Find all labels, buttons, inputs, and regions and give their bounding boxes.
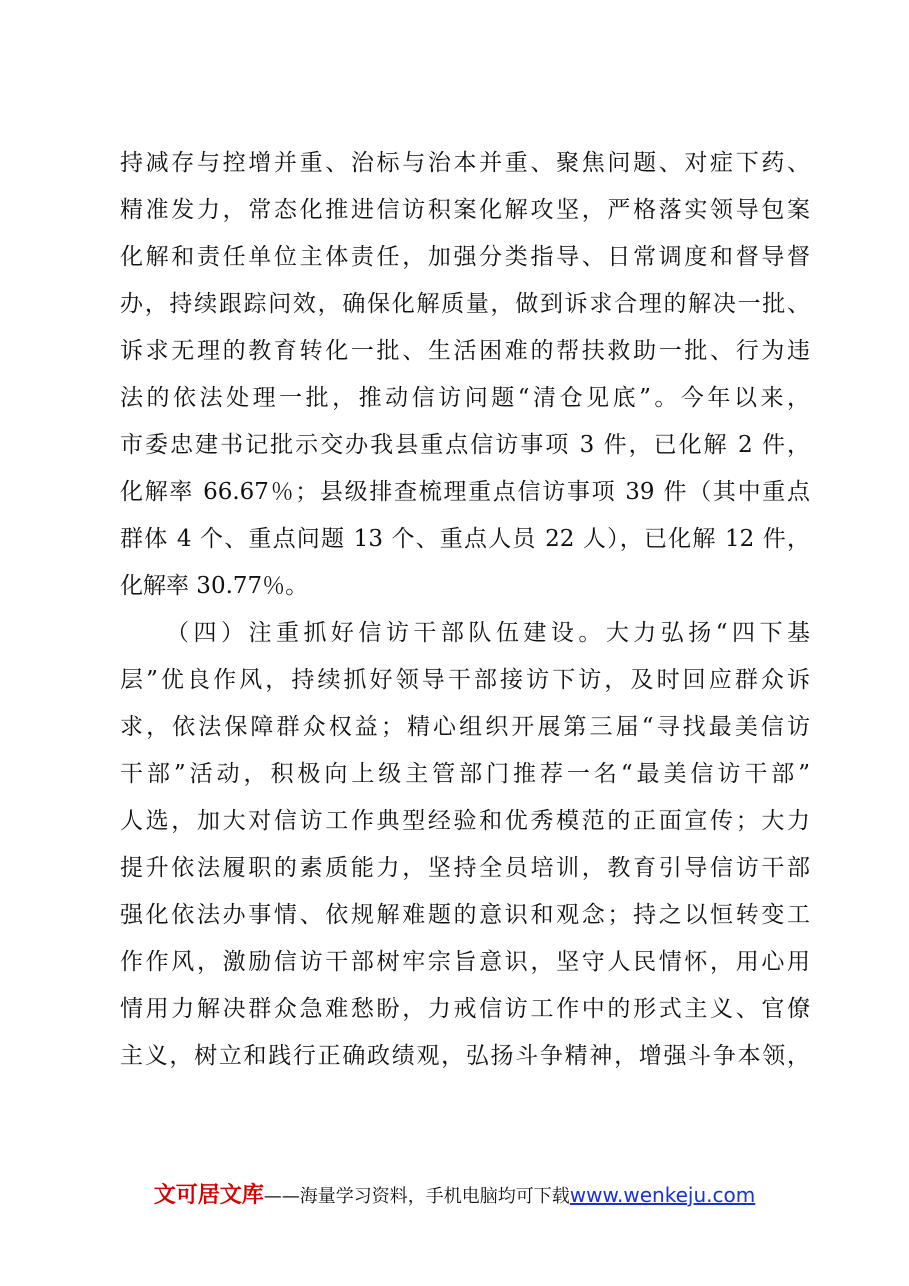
paragraph-line: 化解率 66.67％；县级排查梳理重点信访事项 39 件（其中重点 [120, 479, 810, 505]
paragraph-line: 精准发力，常态化推进信访积案化解攻坚，严格落实领导包案 [120, 197, 810, 223]
paragraph-line: 强化依法办事情、依规解难题的意识和观念；持之以恒转变工 [120, 902, 810, 928]
paragraph-line: 法的依法处理一批，推动信访问题“清仓见底”。今年以来， [120, 385, 810, 411]
paragraph-line: 主义，树立和践行正确政绩观，弘扬斗争精神，增强斗争本领， [120, 1043, 810, 1069]
document-body [120, 140, 810, 1080]
paragraph-line: 人选，加大对信访工作典型经验和优秀模范的正面宣传；大力 [120, 808, 810, 834]
paragraph-line: 化解率 30.77％。 [120, 573, 309, 599]
footer-brand: 文可居文库 [153, 1183, 264, 1208]
paragraph-line: 干部”活动，积极向上级主管部门推荐一名“最美信访干部” [120, 761, 810, 787]
paragraph-line: 提升依法履职的素质能力，坚持全员培训，教育引导信访干部 [120, 855, 810, 881]
section-heading-line: （四）注重抓好信访干部队伍建设。大力弘扬“四下基 [166, 620, 810, 646]
paragraph-line: 诉求无理的教育转化一批、生活困难的帮扶救助一批、行为违 [120, 338, 810, 364]
paragraph-line: 办，持续跟踪问效，确保化解质量，做到诉求合理的解决一批、 [120, 291, 810, 317]
footer-site-link[interactable]: www.wenkeju.com [569, 1183, 756, 1207]
paragraph-line: 情用力解决群众急难愁盼，力戒信访工作中的形式主义、官僚 [120, 996, 810, 1022]
paragraph-line: 层”优良作风，持续抓好领导干部接访下访，及时回应群众诉 [120, 667, 810, 693]
paragraph-line: 持减存与控增并重、治标与治本并重、聚焦问题、对症下药、 [120, 150, 810, 176]
paragraph-line: 群体 4 个、重点问题 13 个、重点人员 22 人），已化解 12 件， [120, 526, 810, 552]
paragraph-line: 求，依法保障群众权益；精心组织开展第三届“寻找最美信访 [120, 714, 810, 740]
footer-watermark [0, 1178, 909, 1209]
paragraph-line: 化解和责任单位主体责任，加强分类指导、日常调度和督导督 [120, 244, 810, 270]
footer-slogan: ——海量学习资料，手机电脑均可下载 [263, 1186, 570, 1207]
paragraph-line: 市委忠建书记批示交办我县重点信访事项 3 件，已化解 2 件， [120, 432, 810, 458]
paragraph-line: 作作风，激励信访干部树牢宗旨意识，坚守人民情怀，用心用 [120, 949, 810, 975]
